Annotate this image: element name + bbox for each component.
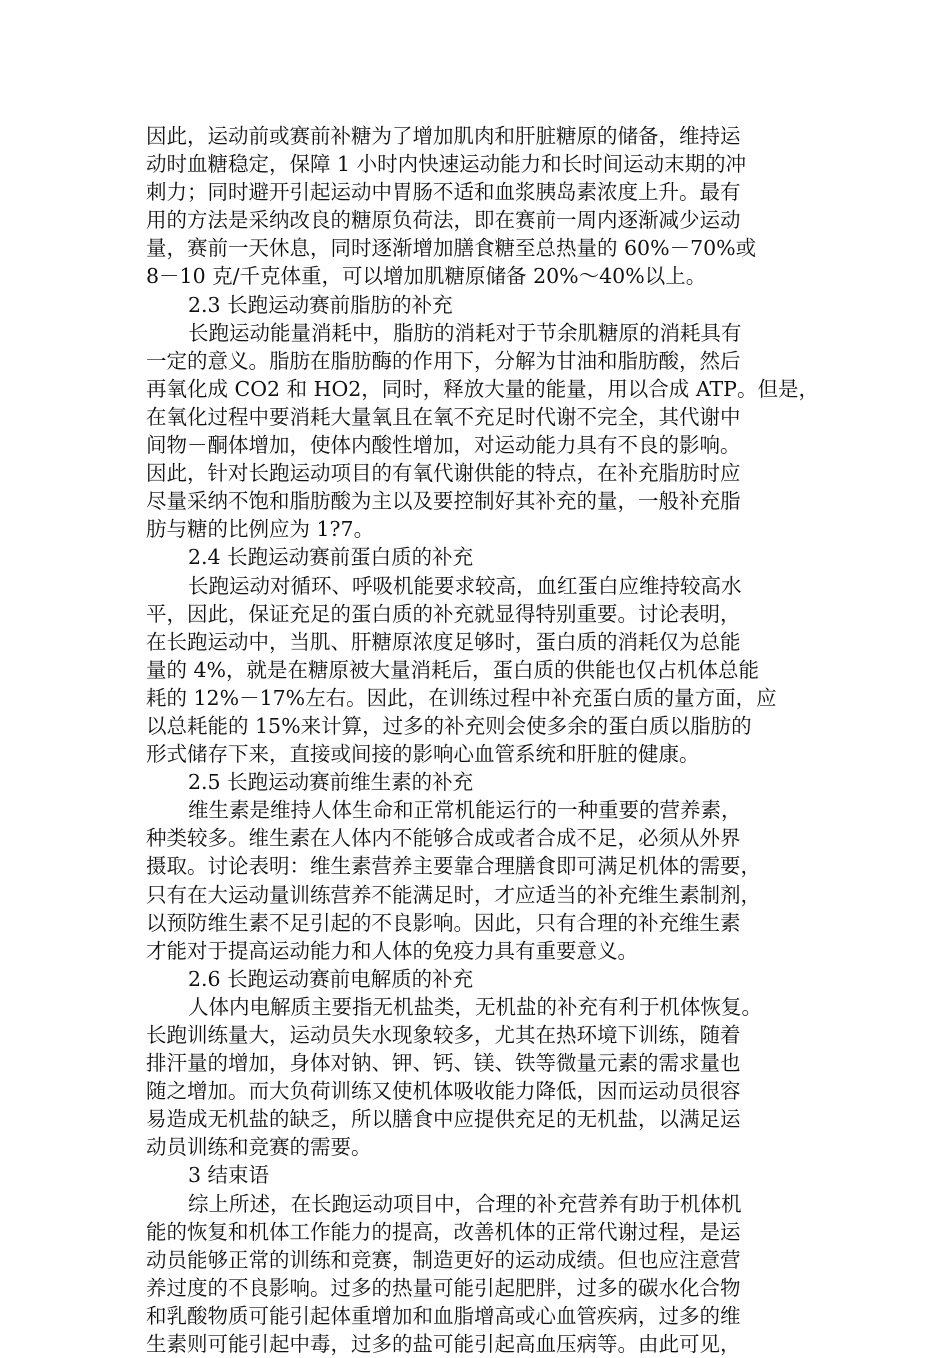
paragraph-line: 用的方法是采纳改良的糖原负荷法，即在赛前一周内逐渐减少运动 <box>146 208 741 233</box>
paragraph-line: 再氧化成 CO2 和 HO2，同时，释放大量的能量，用以合成 ATP。但是， <box>146 376 819 401</box>
paragraph-line: 刺力；同时避开引起运动中胃肠不适和血浆胰岛素浓度上升。最有 <box>146 180 741 205</box>
paragraph-first-line: 长跑运动对循环、呼吸机能要求较高，血红蛋白应维持较高水 <box>188 573 742 598</box>
paragraph-line: 尽量采纳不饱和脂肪酸为主以及要控制好其补充的量，一般补充脂 <box>146 489 741 514</box>
paragraph-line: 和乳酸物质可能引起体重增加和血脂增高或心血管疾病，过多的维 <box>146 1303 741 1328</box>
paragraph-line: 动时血糖稳定，保障 1 小时内快速运动能力和长时间运动末期的冲 <box>146 152 747 177</box>
paragraph-line: 以预防维生素不足引起的不良影响。因此，只有合理的补充维生素 <box>146 910 741 935</box>
paragraph-line: 随之增加。而大负荷训练又使机体吸收能力降低，因而运动员很容 <box>146 1079 741 1104</box>
section-heading: 2.5 长跑运动赛前维生素的补充 <box>188 770 474 795</box>
paragraph-line: 平，因此，保证充足的蛋白质的补充就显得特别重要。讨论表明， <box>146 601 741 626</box>
paragraph-line: 易造成无机盐的缺乏，所以膳食中应提供充足的无机盐，以满足运 <box>146 1107 741 1132</box>
paragraph-line: 摄取。讨论表明：维生素营养主要靠合理膳食即可满足机体的需要， <box>146 854 761 879</box>
paragraph-line: 才能对于提高运动能力和人体的免疫力具有重要意义。 <box>146 938 638 963</box>
paragraph-first-line: 综上所述，在长跑运动项目中，合理的补充营养有助于机体机 <box>188 1191 742 1216</box>
paragraph-line: 形式储存下来，直接或间接的影响心血管系统和肝脏的健康。 <box>146 742 700 767</box>
paragraph-line: 长跑训练量大，运动员失水现象较多，尤其在热环境下训练，随着 <box>146 1023 741 1047</box>
paragraph-line: 能的恢复和机体工作能力的提高，改善机体的正常代谢过程，是运 <box>146 1219 741 1244</box>
paragraph-line: 8－10 克/千克体重，可以增加肌糖原储备 20%～40%以上。 <box>146 264 707 289</box>
paragraph-line: 肪与糖的比例应为 1?7。 <box>146 517 375 542</box>
paragraph-line: 种类较多。维生素在人体内不能够合成或者合成不足，必须从外界 <box>146 826 741 851</box>
paragraph-line: 动员训练和竞赛的需要。 <box>146 1135 372 1160</box>
document-body <box>146 122 819 1358</box>
paragraph-line: 量，赛前一天休息，同时逐渐增加膳食糖至总热量的 60%－70%或 <box>146 236 757 261</box>
paragraph-line: 在氧化过程中要消耗大量氧且在氧不充足时代谢不完全，其代谢中 <box>146 404 741 429</box>
section-heading: 2.3 长跑运动赛前脂肪的补充 <box>188 292 453 317</box>
paragraph-first-line: 人体内电解质主要指无机盐类，无机盐的补充有利于机体恢复。 <box>188 994 762 1019</box>
paragraph-line: 排汗量的增加，身体对钠、钾、钙、镁、铁等微量元素的需求量也 <box>146 1051 741 1076</box>
paragraph-line: 量的 4%，就是在糖原被大量消耗后，蛋白质的供能也仅占机体总能 <box>146 657 760 682</box>
paragraph-line: 间物－酮体增加，使体内酸性增加，对运动能力具有不良的影响。 <box>146 433 741 458</box>
paragraph-line: 因此，运动前或赛前补糖为了增加肌肉和肝脏糖原的储备，维持运 <box>146 124 741 148</box>
paragraph-line: 在长跑运动中，当肌、肝糖原浓度足够时，蛋白质的消耗仅为总能 <box>146 629 741 654</box>
paragraph-line: 因此，针对长跑运动项目的有氧代谢供能的特点，在补充脂肪时应 <box>146 461 741 486</box>
paragraph-line: 生素则可能引起中毒，过多的盐可能引起高血压病等。由此可见， <box>146 1332 741 1357</box>
paragraph-line: 养过度的不良影响。过多的热量可能引起肥胖，过多的碳水化合物 <box>146 1275 741 1300</box>
section-heading: 2.6 长跑运动赛前电解质的补充 <box>188 966 474 991</box>
paragraph-line: 一定的意义。脂肪在脂肪酶的作用下，分解为甘油和脂肪酸，然后 <box>146 348 741 373</box>
paragraph-first-line: 长跑运动能量消耗中，脂肪的消耗对于节余肌糖原的消耗具有 <box>188 320 742 345</box>
section-heading: 3 结束语 <box>188 1163 270 1188</box>
paragraph-line: 以总耗能的 15%来计算，过多的补充则会使多余的蛋白质以脂肪的 <box>146 713 752 738</box>
paragraph-line: 只有在大运动量训练营养不能满足时，才应适当的补充维生素制剂， <box>146 882 761 907</box>
paragraph-line: 耗的 12%－17%左右。因此，在训练过程中补充蛋白质的量方面，应 <box>146 685 777 710</box>
paragraph-first-line: 维生素是维持人体生命和正常机能运行的一种重要的营养素， <box>188 798 742 823</box>
section-heading: 2.4 长跑运动赛前蛋白质的补充 <box>188 545 474 570</box>
paragraph-line: 动员能够正常的训练和竞赛，制造更好的运动成绩。但也应注意营 <box>146 1247 741 1272</box>
